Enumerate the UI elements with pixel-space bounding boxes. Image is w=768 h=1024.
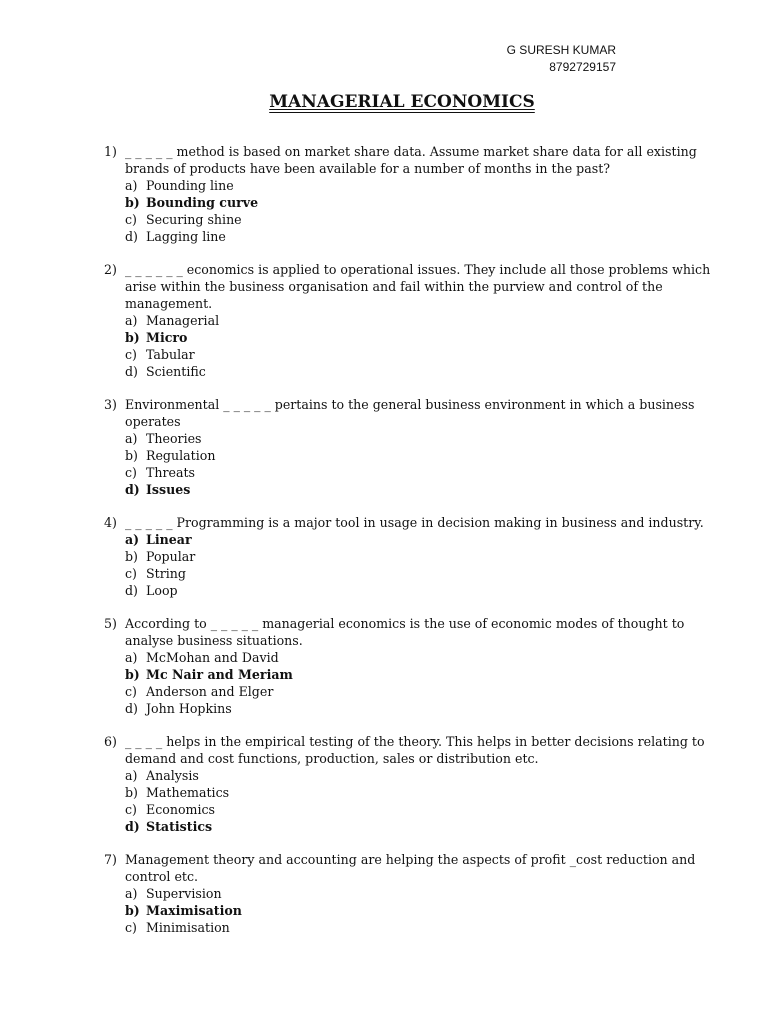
option-letter: d) <box>125 583 138 598</box>
question-number: 5) <box>104 616 117 631</box>
answer-option <box>125 801 714 818</box>
answer-option-correct <box>125 194 714 211</box>
option-letter: d) <box>125 482 140 497</box>
question-number: 7) <box>104 852 117 867</box>
question-text: Environmental _ _ _ _ _ pertains to the general business environment in which a business operates <box>125 397 695 429</box>
answer-option <box>125 363 714 380</box>
option-letter: d) <box>125 229 138 244</box>
option-letter: a) <box>125 178 138 193</box>
answer-option <box>125 312 714 329</box>
answer-option <box>125 565 714 582</box>
option-text: Statistics <box>146 819 213 834</box>
answer-option <box>125 177 714 194</box>
option-letter: b) <box>125 549 138 564</box>
option-text: Securing shine <box>146 212 242 227</box>
option-list <box>125 649 714 717</box>
option-text: Anderson and Elger <box>146 684 274 699</box>
option-text: Micro <box>146 330 188 345</box>
option-text: Issues <box>146 482 191 497</box>
question-text: _ _ _ _ helps in the empirical testing of the theory. This helps in better decisions relating to demand and cost functions, production, sales or distribution etc. <box>125 734 705 766</box>
answer-option-correct <box>125 531 714 548</box>
option-text: Mc Nair and Meriam <box>146 667 293 682</box>
option-letter: b) <box>125 195 140 210</box>
option-letter: b) <box>125 785 138 800</box>
option-text: Economics <box>146 802 216 817</box>
option-text: Pounding line <box>146 178 234 193</box>
question-number: 3) <box>104 397 117 412</box>
author-name: G SURESH KUMAR <box>506 43 616 57</box>
question-item <box>104 396 714 498</box>
option-letter: a) <box>125 886 138 901</box>
question-number: 2) <box>104 262 117 277</box>
answer-option <box>125 885 714 902</box>
answer-option <box>125 683 714 700</box>
option-letter: c) <box>125 920 137 935</box>
option-letter: c) <box>125 347 137 362</box>
option-letter: b) <box>125 330 140 345</box>
question-item <box>104 514 714 599</box>
option-text: Minimisation <box>146 920 230 935</box>
option-letter: b) <box>125 903 140 918</box>
page-title: MANAGERIAL ECONOMICS <box>269 92 535 112</box>
question-item <box>104 143 714 245</box>
option-text: Scientific <box>146 364 206 379</box>
option-letter: d) <box>125 819 140 834</box>
option-letter: a) <box>125 431 138 446</box>
author-phone: 8792729157 <box>549 60 616 74</box>
answer-option <box>125 919 714 936</box>
option-letter: a) <box>125 768 138 783</box>
author-block <box>507 42 616 76</box>
option-letter: a) <box>125 650 138 665</box>
answer-option-correct <box>125 481 714 498</box>
question-item <box>104 851 714 936</box>
option-letter: c) <box>125 212 137 227</box>
question-item <box>104 615 714 717</box>
option-text: Tabular <box>146 347 195 362</box>
question-item <box>104 261 714 380</box>
option-text: Managerial <box>146 313 220 328</box>
option-text: Lagging line <box>146 229 226 244</box>
option-letter: b) <box>125 667 140 682</box>
option-letter: c) <box>125 465 137 480</box>
question-list <box>104 143 714 952</box>
option-letter: d) <box>125 364 138 379</box>
option-letter: c) <box>125 566 137 581</box>
option-text: Supervision <box>146 886 222 901</box>
question-text: _ _ _ _ _ _ economics is applied to operational issues. They include all those problems which arise within the business organisation and fail within the purview and control of the management. <box>125 262 711 311</box>
option-letter: a) <box>125 313 138 328</box>
question-number: 4) <box>104 515 117 530</box>
answer-option <box>125 700 714 717</box>
option-list <box>125 531 714 599</box>
option-text: McMohan and David <box>146 650 279 665</box>
answer-option <box>125 582 714 599</box>
option-letter: c) <box>125 802 137 817</box>
answer-option <box>125 447 714 464</box>
option-text: Mathematics <box>146 785 230 800</box>
question-number: 6) <box>104 734 117 749</box>
question-item <box>104 733 714 835</box>
answer-option-correct <box>125 902 714 919</box>
answer-option <box>125 211 714 228</box>
option-text: String <box>146 566 186 581</box>
option-text: John Hopkins <box>146 701 232 716</box>
option-text: Bounding curve <box>146 195 259 210</box>
option-text: Loop <box>146 583 178 598</box>
option-text: Linear <box>146 532 192 547</box>
option-list <box>125 430 714 498</box>
question-number: 1) <box>104 144 117 159</box>
option-list <box>125 312 714 380</box>
answer-option <box>125 784 714 801</box>
option-text: Regulation <box>146 448 216 463</box>
answer-option-correct <box>125 666 714 683</box>
option-list <box>125 885 714 936</box>
answer-option-correct <box>125 329 714 346</box>
option-text: Maximisation <box>146 903 242 918</box>
option-letter: c) <box>125 684 137 699</box>
option-text: Theories <box>146 431 202 446</box>
option-letter: a) <box>125 532 140 547</box>
option-letter: d) <box>125 701 138 716</box>
answer-option <box>125 548 714 565</box>
answer-option-correct <box>125 818 714 835</box>
question-text: Management theory and accounting are helping the aspects of profit _cost reduction and control etc. <box>125 852 696 884</box>
option-list <box>125 177 714 245</box>
answer-option <box>125 430 714 447</box>
answer-option <box>125 464 714 481</box>
question-text: According to _ _ _ _ _ managerial economics is the use of economic modes of thought to analyse business situations. <box>125 616 685 648</box>
answer-option <box>125 228 714 245</box>
option-letter: b) <box>125 448 138 463</box>
answer-option <box>125 649 714 666</box>
question-text: _ _ _ _ _ method is based on market share data. Assume market share data for all existing brands of products have been available for a number of months in the past? <box>125 144 697 176</box>
answer-option <box>125 767 714 784</box>
option-text: Popular <box>146 549 196 564</box>
answer-option <box>125 346 714 363</box>
option-list <box>125 767 714 835</box>
question-text: _ _ _ _ _ Programming is a major tool in usage in decision making in business and industry. <box>125 515 704 530</box>
option-text: Analysis <box>146 768 199 783</box>
option-text: Threats <box>146 465 196 480</box>
